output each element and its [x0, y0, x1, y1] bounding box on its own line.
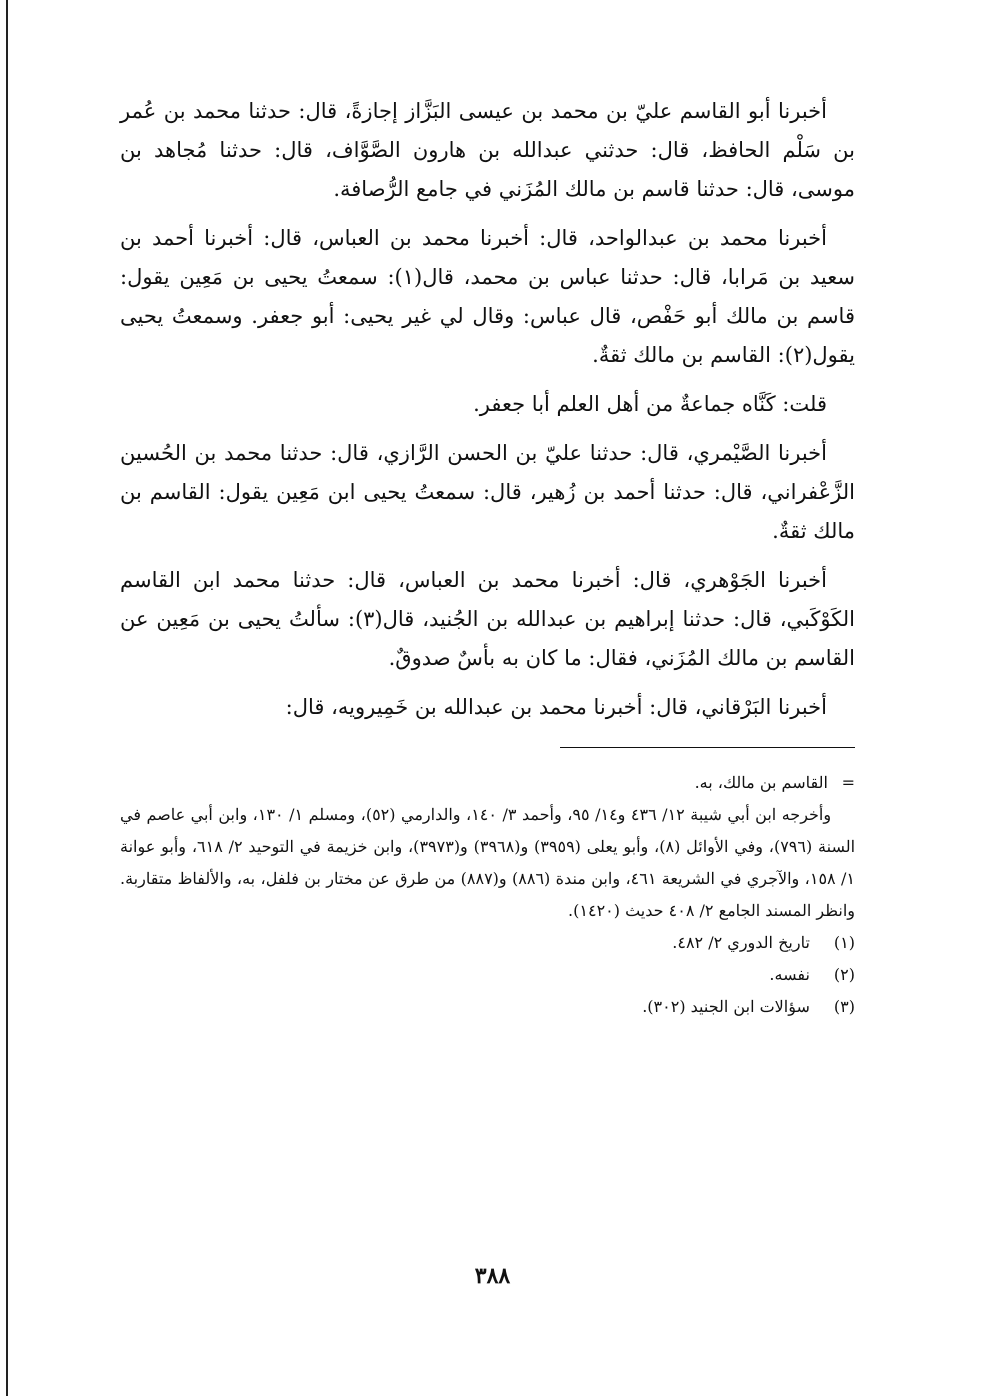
paragraph-1: أخبرنا أبو القاسم عليّ بن محمد بن عيسى البَزَّاز إجازةً، قال: حدثنا محمد بن عُمر بن سَلْم الحافظ، قال: حدثني عبدالله بن هارون الصَّوَّاف، قال: حدثنا مُجاهد بن موسى، قال: حدثنا قاسم بن مالك المُزَني في جامع الرُّصافة.: [120, 99, 855, 201]
paragraph-3: قلت: كَنَّاه جماعةٌ من أهل العلم أبا جعفر.: [473, 392, 827, 416]
footnote-3: [120, 991, 855, 1023]
footnote-text: سؤالات ابن الجنيد (٣٠٢).: [642, 997, 810, 1016]
paragraph-5: أخبرنا الجَوْهري، قال: أخبرنا محمد بن العباس، قال: حدثنا محمد ابن القاسم الكَوْكَبي، قال: حدثنا إبراهيم بن عبدالله بن الجُنيد، قال(٣): سألتُ يحيى بن مَعِين عن القاسم بن مالك المُزَني، فقال: ما كان به بأسٌ صدوقٌ.: [120, 568, 856, 670]
footnote-takhrij: وأخرجه ابن أبي شيبة ١٢/ ٤٣٦ و١٤/ ٩٥، وأحمد ٣/ ١٤٠، والدارمي (٥٢)، ومسلم ١/ ١٣٠، وابن أبي عاصم في السنة (٧٩٦)، وفي الأوائل (٨)، وأبو يعلى (٣٩٥٩) و(٣٩٦٨) و(٣٩٧٣)، وابن خزيمة في التوحيد ٢/ ٦١٨، وأبو عوانة ١/ ١٥٨، والآجري في الشريعة ٤٦١، وابن مندة (٨٨٦) و(٨٨٧) من طرق عن مختار بن فلفل، به، والألفاظ متقاربة. وانظر المسند الجامع ٢/ ٤٠٨ حديث (١٤٢٠).: [120, 805, 856, 920]
paragraph-2: أخبرنا محمد بن عبدالواحد، قال: أخبرنا محمد بن العباس، قال: أخبرنا أحمد بن سعيد بن مَرابا، قال: حدثنا عباس بن محمد، قال(١): سمعتُ يحيى بن مَعِين يقول: قاسم بن مالك أبو حَفْص، قال عباس: وقال لي غير يحيى: أبو جعفر. وسمعتُ يحيى يقول(٢): القاسم بن مالك ثقةٌ.: [120, 226, 855, 367]
footnote-separator: [560, 747, 855, 748]
footnote-continuation: [120, 767, 855, 799]
scan-edge-line: [6, 0, 8, 1396]
footnote-number: (١): [833, 933, 855, 952]
continuation-mark: =: [841, 773, 855, 792]
book-page: [120, 92, 855, 1023]
footnote-text: نفسه.: [769, 965, 810, 984]
footnote-separator-wrap: [120, 737, 855, 767]
page-number: ٣٨٨: [474, 1263, 511, 1289]
footnote-number: (٣): [833, 997, 855, 1016]
main-text: [120, 92, 855, 727]
footnote-1: [120, 927, 855, 959]
footnotes: [120, 767, 855, 1023]
footnote-2: [120, 959, 855, 991]
continuation-text: القاسم بن مالك، به.: [694, 773, 828, 792]
footnote-number: (٢): [833, 965, 855, 984]
paragraph-4: أخبرنا الصَّيْمري، قال: حدثنا عليّ بن الحسن الرَّازي، قال: حدثنا محمد بن الحُسين الزَّعْفراني، قال: حدثنا أحمد بن زُهير، قال: سمعتُ يحيى ابن مَعِين يقول: القاسم بن مالك ثقةٌ.: [120, 441, 855, 543]
paragraph-6: أخبرنا البَرْقاني، قال: أخبرنا محمد بن عبدالله بن خَمِيرويه، قال:: [285, 695, 827, 719]
footnote-text: تاريخ الدوري ٢/ ٤٨٢.: [672, 933, 810, 952]
